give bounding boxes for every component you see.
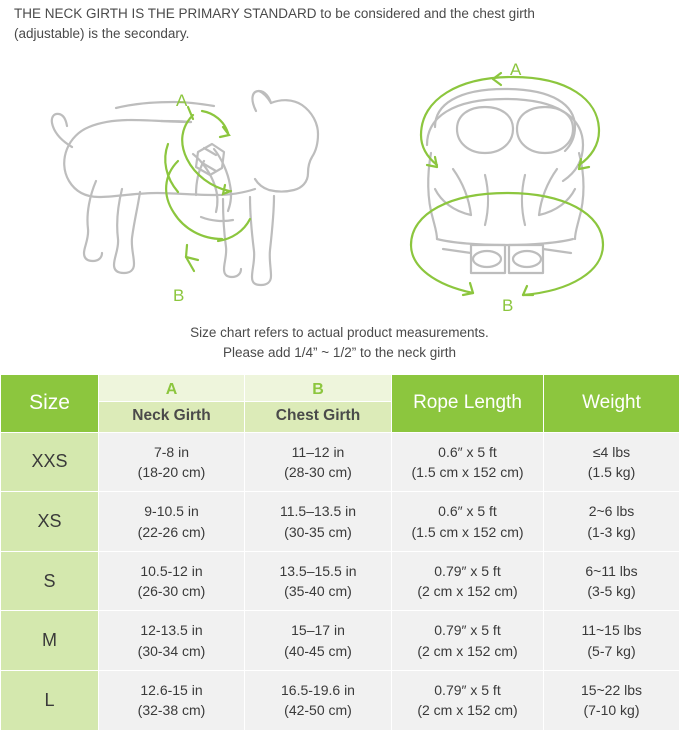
intro-text [0, 0, 679, 43]
cell-size: M [1, 611, 99, 671]
chart-caption [0, 323, 679, 364]
front-view-harness-diagram [375, 49, 665, 319]
cell-rope-length: 0.79″ x 5 ft (2 cm x 152 cm) [392, 611, 544, 671]
header-b-letter: B [245, 374, 392, 401]
cell-rope-length: 0.6″ x 5 ft (1.5 cm x 152 cm) [392, 492, 544, 552]
table-row [1, 611, 680, 671]
header-neck-girth: Neck Girth [99, 401, 245, 432]
cell-rope-length: 0.6″ x 5 ft (1.5 cm x 152 cm) [392, 432, 544, 492]
table-row [1, 551, 680, 611]
cell-neck-girth: 10.5-12 in (26-30 cm) [99, 551, 245, 611]
cell-size: XS [1, 492, 99, 552]
cell-neck-girth: 9-10.5 in (22-26 cm) [99, 492, 245, 552]
cell-weight: 2~6 lbs (1-3 kg) [544, 492, 680, 552]
cell-chest-girth: 15–17 in (40-45 cm) [245, 611, 392, 671]
table-header-row [1, 374, 680, 401]
cell-chest-girth: 16.5-19.6 in (42-50 cm) [245, 671, 392, 731]
side-view-dog-harness-diagram [18, 49, 338, 319]
figures-row [0, 49, 679, 319]
intro-line-1: THE NECK GIRTH IS THE PRIMARY STANDARD to be considered and the chest girth [14, 6, 535, 21]
table-row [1, 671, 680, 731]
cell-size: L [1, 671, 99, 731]
cell-weight: 11~15 lbs (5-7 kg) [544, 611, 680, 671]
header-size: Size [1, 374, 99, 432]
intro-line-2: (adjustable) is the secondary. [14, 25, 190, 41]
cell-chest-girth: 11–12 in (28-30 cm) [245, 432, 392, 492]
cell-neck-girth: 7-8 in (18-20 cm) [99, 432, 245, 492]
cell-size: XXS [1, 432, 99, 492]
cell-neck-girth: 12-13.5 in (30-34 cm) [99, 611, 245, 671]
table-row [1, 492, 680, 552]
figure-label-a: A [176, 91, 188, 111]
figure-front-view [375, 49, 665, 324]
header-weight: Weight [544, 374, 680, 432]
figure-label-b: B [173, 286, 185, 306]
table-body [1, 432, 680, 730]
header-a-letter: A [99, 374, 245, 401]
cell-size: S [1, 551, 99, 611]
cell-weight: 6~11 lbs (3-5 kg) [544, 551, 680, 611]
size-chart-table [0, 374, 680, 731]
cell-chest-girth: 13.5–15.5 in (35-40 cm) [245, 551, 392, 611]
figure-side-view [18, 49, 338, 324]
cell-chest-girth: 11.5–13.5 in (30-35 cm) [245, 492, 392, 552]
figure-label-b: B [502, 296, 514, 316]
cell-weight: 15~22 lbs (7-10 kg) [544, 671, 680, 731]
cell-rope-length: 0.79″ x 5 ft (2 cm x 152 cm) [392, 551, 544, 611]
header-chest-girth: Chest Girth [245, 401, 392, 432]
caption-line-1: Size chart refers to actual product measurements. [190, 325, 489, 341]
cell-rope-length: 0.79″ x 5 ft (2 cm x 152 cm) [392, 671, 544, 731]
caption-line-2: Please add 1/4” ~ 1/2” to the neck girth [222, 345, 457, 361]
table-row [1, 432, 680, 492]
header-rope-length: Rope Length [392, 374, 544, 432]
cell-neck-girth: 12.6-15 in (32-38 cm) [99, 671, 245, 731]
figure-label-a: A [510, 60, 522, 80]
cell-weight: ≤4 lbs (1.5 kg) [544, 432, 680, 492]
